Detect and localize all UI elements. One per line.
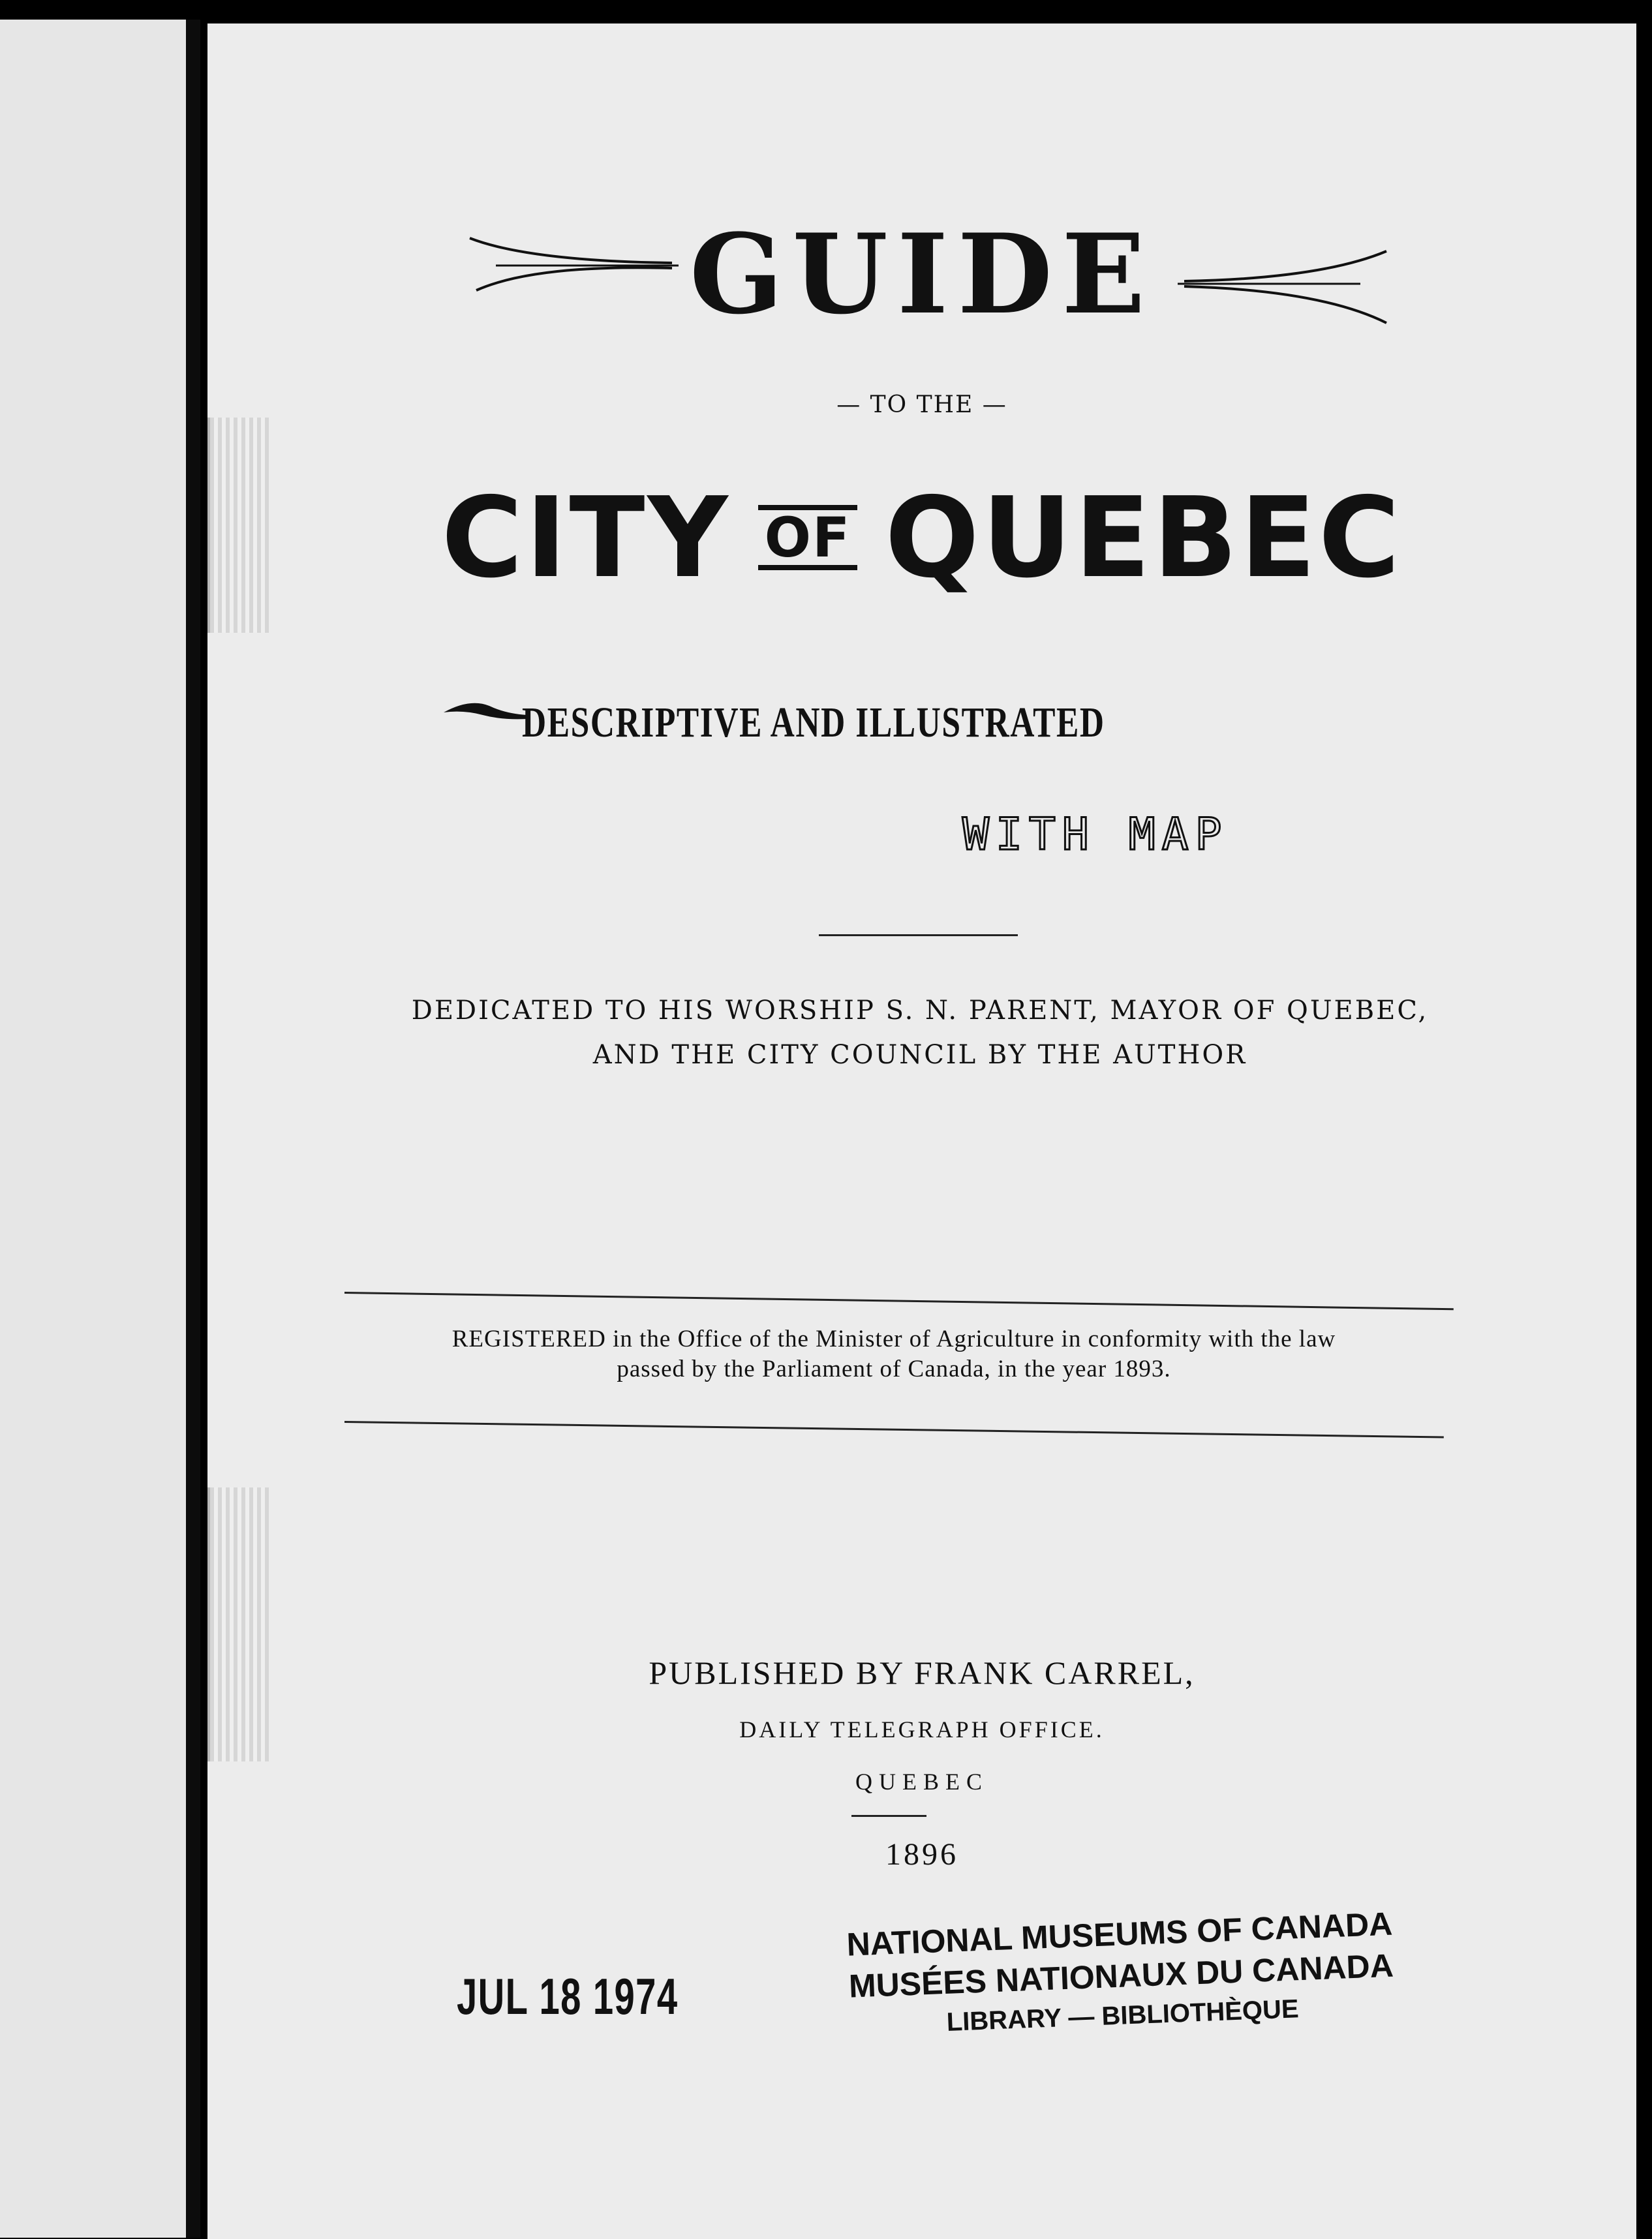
registration-line-2: passed by the Parliament of Canada, in the year 1893. <box>617 1356 1171 1382</box>
subtitle: DESCRIPTIVE AND ILLUSTRATED <box>522 699 1105 746</box>
city-word: CITY <box>441 474 731 603</box>
library-ownership-stamp <box>825 1902 1416 2045</box>
short-divider <box>819 934 1018 936</box>
to-the-line: — TO THE — <box>836 391 1007 418</box>
page-gutter <box>186 20 200 2238</box>
registration-notice <box>365 1324 1422 1384</box>
publisher-office: DAILY TELEGRAPH OFFICE. <box>739 1716 1105 1743</box>
quebec-word: QUEBEC <box>885 474 1403 603</box>
dedication-line-2: AND THE CITY COUNCIL BY THE AUTHOR <box>592 1040 1247 1070</box>
publication-year: 1896 <box>885 1837 958 1872</box>
publisher-line: PUBLISHED BY FRANK CARREL, <box>649 1654 1195 1691</box>
publisher-place: QUEBEC <box>855 1769 988 1795</box>
dedication <box>365 988 1475 1077</box>
city-of-quebec-heading <box>207 474 1636 603</box>
title-page <box>207 23 1636 2239</box>
library-stamp-line-3: LIBRARY — BIBLIOTHÈQUE <box>946 1994 1300 2037</box>
subtitle-swash-ornament <box>444 692 528 731</box>
with-map-label: WITH MAP <box>962 809 1229 861</box>
library-stamp-line-2: MUSÉES NATIONAUX DU CANADA <box>848 1947 1394 2005</box>
year-divider <box>851 1815 926 1817</box>
dedication-line-1: DEDICATED TO HIS WORSHIP S. N. PARENT, MAYOR OF QUEBEC, <box>411 996 1429 1026</box>
previous-page-edge <box>0 20 192 2238</box>
accession-date-stamp: JUL 18 1974 <box>457 1968 679 2025</box>
book-title: GUIDE <box>689 209 1155 339</box>
registration-line-1: REGISTERED in the Office of the Minister of Agriculture in conformity with the law <box>451 1326 1336 1352</box>
of-word: OF <box>758 505 858 570</box>
library-stamp-line-1: NATIONAL MUSEUMS OF CANADA <box>846 1905 1394 1963</box>
